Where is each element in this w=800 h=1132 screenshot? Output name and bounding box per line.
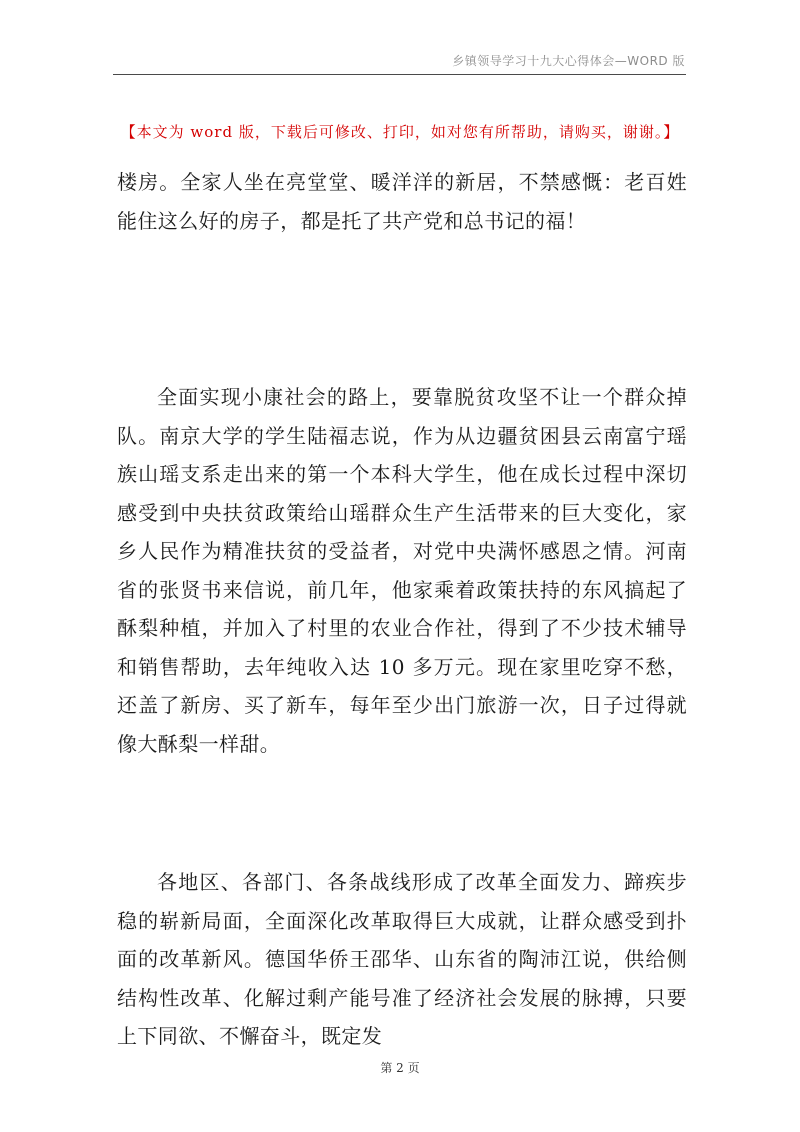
header-divider: [113, 74, 686, 75]
document-header-title: 乡镇领导学习十九大心得体会—WORD 版: [452, 54, 685, 68]
download-notice: 【本文为 word 版，下载后可修改、打印，如对您有所帮助，请购买，谢谢。】: [120, 123, 680, 141]
paragraph-1: 楼房。全家人坐在亮堂堂、暖洋洋的新居，不禁感慨：老百姓能住这么好的房子，都是托了共产党和总书记的福！: [117, 170, 687, 233]
paragraph-2: 全面实现小康社会的路上，要靠脱贫攻坚不让一个群众掉队。南京大学的学生陆福志说，作为从边疆贫困县云南富宁瑶族山瑶支系走出来的第一个本科大学生，他在成长过程中深切感受到中央扶贫政策给山瑶群众生产生活带来的巨大变化，家乡人民作为精准扶贫的受益者，对党中央满怀感恩之情。河南省的张贤书来信说，前几年，他家乘着政策扶持的东风搞起了酥梨种植，并加入了村里的农业合作社，得到了不少技术辅导和销售帮助，去年纯收入达 10 多万元。现在家里吃穿不愁，还盖了新房、买了新车，每年至少出门旅游一次，日子过得就像大酥梨一样甜。: [117, 385, 687, 756]
paragraph-3: 各地区、各部门、各条战线形成了改革全面发力、蹄疾步稳的崭新局面，全面深化改革取得巨大成就，让群众感受到扑面的改革新风。德国华侨王邵华、山东省的陶沛江说，供给侧结构性改革、化解过剩产能号准了经济社会发展的脉搏，只要上下同欲、不懈奋斗，既定发: [117, 870, 687, 1048]
page-number: 第 2 页: [380, 1061, 420, 1075]
